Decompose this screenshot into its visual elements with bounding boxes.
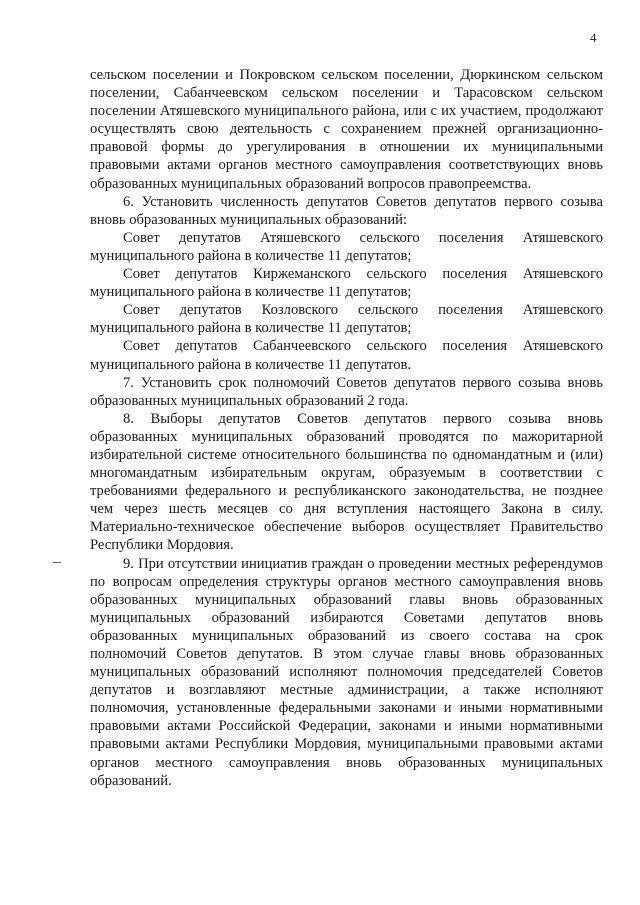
paragraph-council-atyashevo: Совет депутатов Атяшевского сельского поселения Атяшевского муниципального района в количестве 11 депутатов; <box>90 229 603 264</box>
paragraph-council-kirzhemany: Совет депутатов Киржеманского сельского поселения Атяшевского муниципального района в количестве 11 депутатов; <box>90 266 603 301</box>
paragraph-continuation: сельском поселении и Покровском сельском поселении, Дюркинском сельском поселении, Сабанчеевском сельском поселении и Тарасовском сельском поселении Атяшевского муниципального района, или с их участием, продолжают осуществлять свою деятельность с сохранением прежней организационно-правовой формы до урегулирования в отношении их муниципальными правовыми актами органов местного самоуправления соответствующих вновь образованных муниципальных образований вопросов правопреемства. <box>90 67 603 192</box>
paragraph-item-8: 8. Выборы депутатов Советов депутатов первого созыва вновь образованных муниципальных образований проводятся по мажоритарной избирательной системе относительного большинства по одномандатным и (или) многомандатным избирательным округам, образуемым в соответствии с требованиями федерального и республиканского законодательства, не позднее чем через шесть месяцев со дня вступления настоящего Закона в силу. Материально-техническое обеспечение выборов осуществляет Правительство Республики Мордовия. <box>90 410 603 554</box>
document-body <box>90 66 603 790</box>
page-number: 4 <box>590 30 597 45</box>
margin-mark <box>53 562 61 563</box>
paragraph-council-kozlovka: Совет депутатов Козловского сельского поселения Атяшевского муниципального района в количестве 11 депутатов; <box>90 302 603 337</box>
paragraph-council-sabancheevo: Совет депутатов Сабанчеевского сельского поселения Атяшевского муниципального района в количестве 11 депутатов. <box>90 338 603 373</box>
paragraph-item-6: 6. Установить численность депутатов Советов депутатов первого созыва вновь образованных муниципальных образований: <box>90 193 603 228</box>
paragraph-item-7: 7. Установить срок полномочий Советов депутатов первого созыва вновь образованных муниципальных образований 2 года. <box>90 374 603 409</box>
paragraph-item-9: 9. При отсутствии инициатив граждан о проведении местных референдумов по вопросам определения структуры органов местного самоуправления вновь образованных муниципальных образований главы вновь образованных муниципальных образований избираются Советами депутатов вновь образованных муниципальных образований из своего состава на срок полномочий Советов депутатов. В этом случае главы вновь образованных муниципальных образований исполняют полномочия председателей Советов депутатов и возглавляют местные администрации, а также исполняют полномочия, установленные федеральными законами и иными нормативными правовыми актами Российской Федерации, законами и иными нормативными правовыми актами Республики Мордовия, муниципальными правовыми актами органов местного самоуправления вновь образованных муниципальных образований. <box>90 555 603 789</box>
